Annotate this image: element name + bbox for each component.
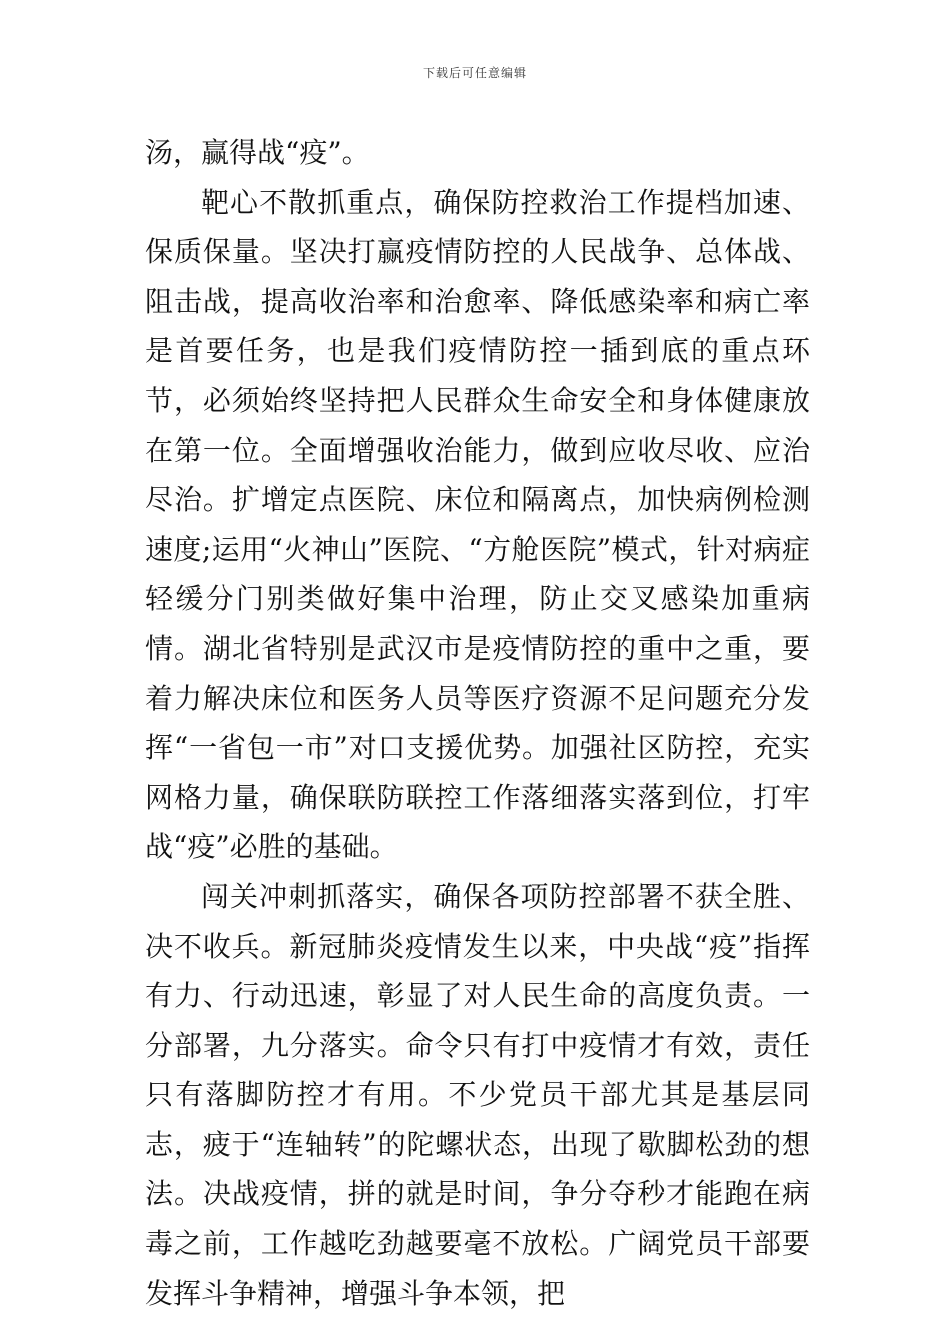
paragraph-continuation: 汤，赢得战“疫”。 [145, 136, 370, 169]
paragraph-focus-key-points: 靶心不散抓重点，确保防控救治工作提档加速、保质保量。坚决打赢疫情防控的人民战争、总体战、阻击战，提高收治率和治愈率、降低感染率和病亡率是首要任务，也是我们疫情防控一插到底的重点环节，必须始终坚持把人民群众生命安全和身体健康放在第一位。全面增强收治能力，做到应收尽收、应治尽治。扩增定点医院、床位和隔离点，加快病例检测速度;运用“火神山”医院、“方舱医院”模式，针对病症轻缓分门别类做好集中治理，防止交叉感染加重病情。湖北省特别是武汉市是疫情防控的重中之重，要着力解决床位和医务人员等医疗资源不足问题充分发挥“一省包一市”对口支援优势。加强社区防控，充实网格力量，确保联防联控工作落细落实落到位，打牢战“疫”必胜的基础。 [145, 185, 810, 864]
body-text [145, 128, 810, 1318]
paragraph-implementation: 闯关冲刺抓落实，确保各项防控部署不获全胜、决不收兵。新冠肺炎疫情发生以来，中央战“疫”指挥有力、行动迅速，彰显了对人民生命的高度负责。一分部署，九分落实。命令只有打中疫情才有效，责任只有落脚防控才有用。不少党员干部尤其是基层同志，疲于“连轴转”的陀螺状态，出现了歇脚松劲的想法。决战疫情，拼的就是时间，争分夺秒才能跑在病毒之前，工作越吃劲越要毫不放松。广阔党员干部要发挥斗争精神，增强斗争本领，把 [145, 879, 810, 1310]
download-note: 下载后可任意编辑 [422, 66, 527, 80]
